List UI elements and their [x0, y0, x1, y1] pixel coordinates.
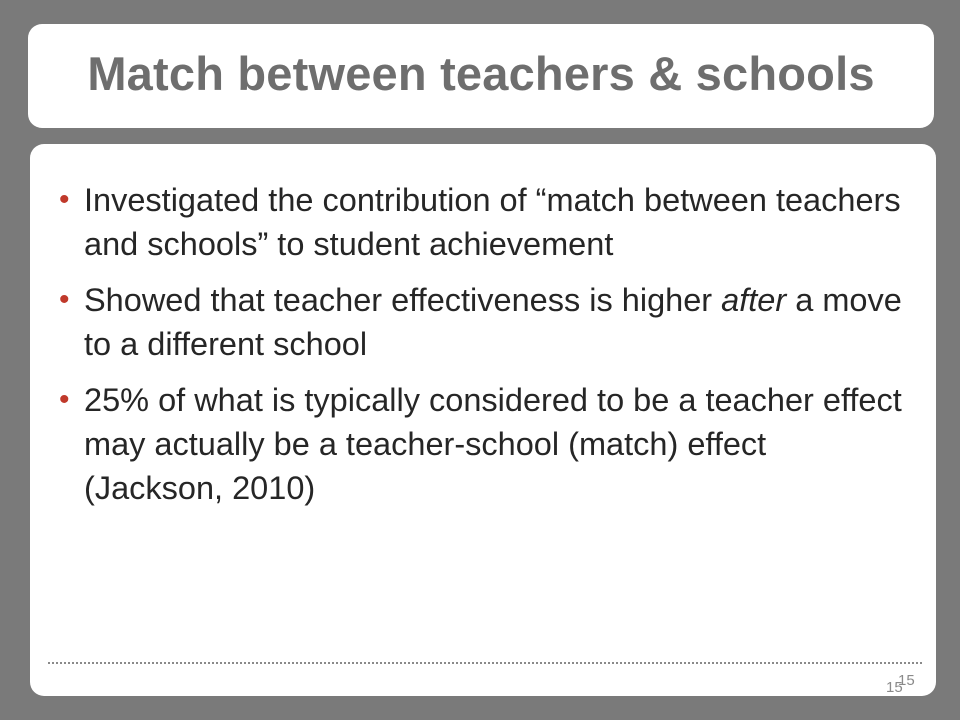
bullet-item: [59, 278, 912, 366]
bullet-icon: •: [59, 183, 70, 216]
page-number-duplicate: 15: [886, 679, 903, 696]
bullet-text: 25% of what is typically considered to be a teacher effect may actually be a teacher-school (match) effect (Jackson, 2010): [84, 382, 902, 506]
bullet-text-emphasis: after: [721, 282, 787, 318]
footer-divider: [48, 662, 922, 664]
bullet-text: [84, 282, 902, 362]
bullet-list: [59, 178, 912, 522]
slide-title: Match between teachers & schools: [87, 47, 875, 100]
content-panel: [30, 144, 936, 696]
bullet-icon: •: [59, 383, 70, 416]
bullet-item: [59, 378, 912, 510]
page-number: 15: [898, 672, 915, 689]
bullet-text: Investigated the contribution of “match between teachers and schools” to student achievement: [84, 182, 901, 262]
title-panel: [28, 24, 934, 128]
bullet-text-after: a move to a different school: [84, 282, 902, 362]
bullet-text-before: Showed that teacher effectiveness is higher: [84, 282, 722, 318]
bullet-icon: •: [59, 283, 70, 316]
bullet-item: [59, 178, 912, 266]
